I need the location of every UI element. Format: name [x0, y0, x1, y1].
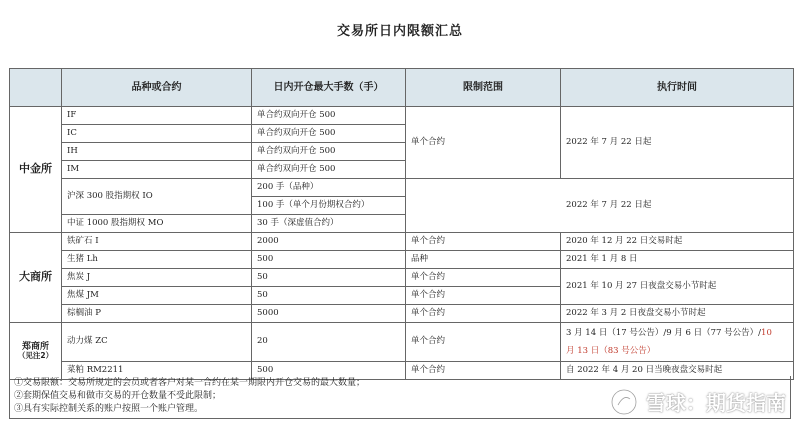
watermark [610, 387, 786, 416]
exchange-czce [10, 323, 62, 380]
product-cell: 棕榈油 P [62, 305, 252, 323]
page-title: 交易所日内限额汇总 [336, 24, 463, 39]
scope-cell: 单个合约 [406, 287, 561, 305]
table-header-row [10, 69, 794, 107]
limit-cell: 单合约双向开仓 500 [252, 143, 406, 161]
limit-cell: 30 手（深虚值合约） [252, 215, 406, 233]
table-row [10, 107, 794, 125]
scope-cell: 单个合约 [406, 233, 561, 251]
table-row [10, 305, 794, 323]
time-cell: 2021 年 1 月 8 日 [561, 251, 794, 269]
snowball-logo-icon [610, 388, 638, 416]
product-cell: 中证 1000 股指期权 MO [62, 215, 252, 233]
note-line: ②套期保值交易和做市交易的开仓数量不受此限制； [14, 391, 222, 401]
header-scope: 限制范围 [406, 69, 561, 107]
limit-cell: 2000 [252, 233, 406, 251]
product-cell: 沪深 300 股指期权 IO [62, 179, 252, 215]
product-cell: IF [62, 107, 252, 125]
table-row [10, 233, 794, 251]
table-row [10, 323, 794, 362]
exchange-czce-label: 郑商所 [21, 341, 49, 352]
time-cell [561, 323, 794, 362]
time-text-red: 月 13 日（83 号公告） [566, 346, 656, 356]
product-cell: IM [62, 161, 252, 179]
time-cell: 2022 年 3 月 2 日夜盘交易小节时起 [561, 305, 794, 323]
table-row [10, 269, 794, 287]
note-line: ③具有实际控制关系的账户按照一个账户管理。 [14, 404, 204, 414]
scope-cell: 单个合约 [406, 305, 561, 323]
time-cell: 2022 年 7 月 22 日起 [561, 107, 794, 179]
header-product: 品种或合约 [62, 69, 252, 107]
scope-cell: 单个合约 [406, 107, 561, 179]
scope-cell: 单个合约 [406, 269, 561, 287]
scope-cell: 单个合约 [406, 323, 561, 362]
table-row [10, 251, 794, 269]
limit-cell: 单合约双向开仓 500 [252, 125, 406, 143]
time-cell: 2022 年 7 月 22 日起 [406, 179, 794, 233]
table-row [10, 179, 794, 197]
header-exchange [10, 69, 62, 107]
limit-cell: 200 手（品种） [252, 179, 406, 197]
limit-cell: 50 [252, 287, 406, 305]
product-cell: 生猪 Lh [62, 251, 252, 269]
exchange-czce-note: （见注2） [17, 350, 54, 360]
limits-table [9, 68, 794, 380]
limit-cell: 单合约双向开仓 500 [252, 161, 406, 179]
product-cell: 动力煤 ZC [62, 323, 252, 362]
header-time: 执行时间 [561, 69, 794, 107]
header-limit: 日内开仓最大手数（手） [252, 69, 406, 107]
product-cell: 焦炭 J [62, 269, 252, 287]
note-line: ①交易限额：交易所规定的会员或者客户对某一合约在某一期限内开仓交易的最大数量； [14, 378, 366, 388]
limit-cell: 50 [252, 269, 406, 287]
limit-cell: 500 [252, 251, 406, 269]
product-cell: 铁矿石 I [62, 233, 252, 251]
time-cell: 2020 年 12 月 22 日交易时起 [561, 233, 794, 251]
limit-cell: 5000 [252, 305, 406, 323]
product-cell: IC [62, 125, 252, 143]
product-cell: 菜粕 RM2211 [62, 362, 252, 380]
scope-cell: 单个合约 [406, 362, 561, 380]
limit-cell: 100 手（单个月份期权合约） [252, 197, 406, 215]
product-cell: 焦煤 JM [62, 287, 252, 305]
time-text-black: 3 月 14 日（17 号公告）/9 月 6 日（77 号公告）/ [566, 328, 762, 338]
exchange-dce: 大商所 [10, 233, 62, 323]
watermark-text: 雪球：期货指南 [646, 391, 786, 415]
time-text-red: 10 [761, 328, 772, 338]
time-cell: 自 2022 年 4 月 20 日当晚夜盘交易时起 [561, 362, 794, 380]
limit-cell: 500 [252, 362, 406, 380]
product-cell: IH [62, 143, 252, 161]
limit-cell: 20 [252, 323, 406, 362]
limit-cell: 单合约双向开仓 500 [252, 107, 406, 125]
exchange-cffex: 中金所 [10, 107, 62, 233]
time-cell: 2021 年 10 月 27 日夜盘交易小节时起 [561, 269, 794, 305]
scope-cell: 品种 [406, 251, 561, 269]
